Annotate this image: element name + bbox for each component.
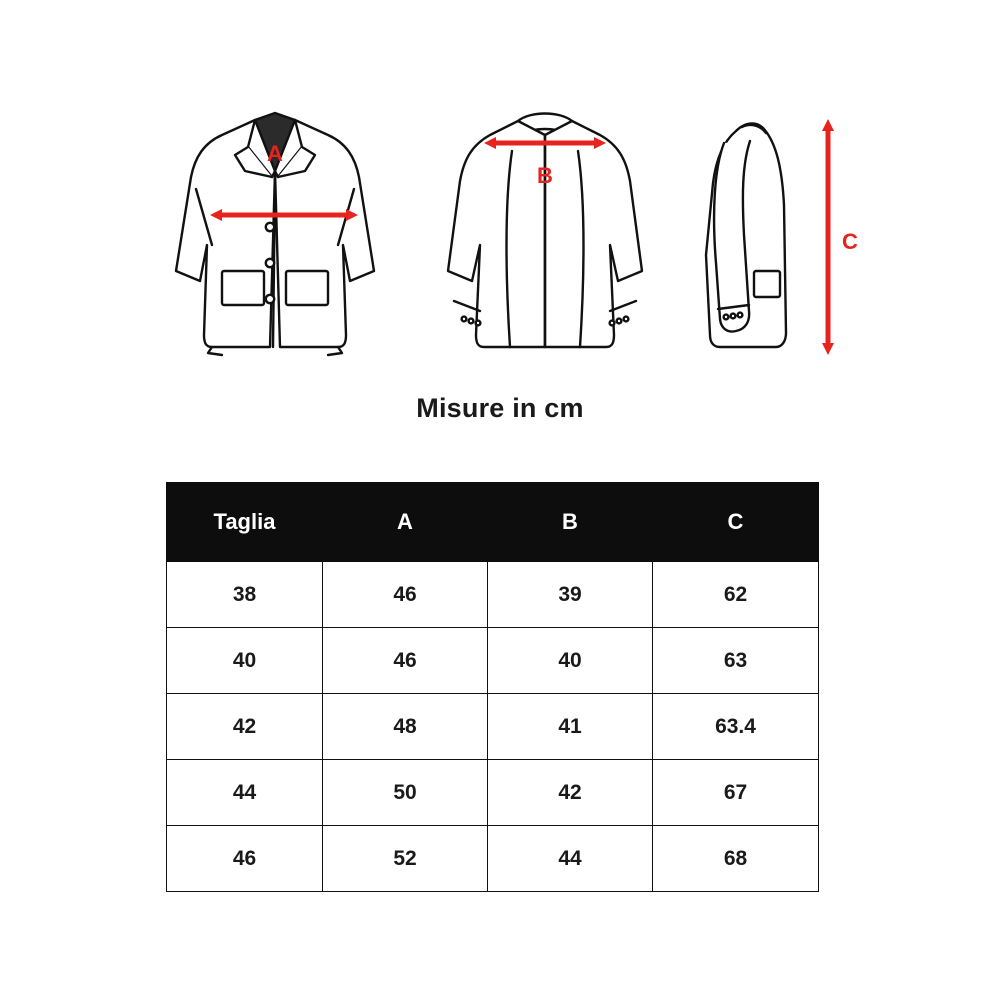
- cell-taglia: 44: [167, 760, 323, 826]
- caption-misure: Misure in cm: [416, 393, 584, 423]
- cell-a: 46: [323, 628, 488, 694]
- table-header-row: [167, 483, 819, 562]
- cell-c: 62: [653, 562, 819, 628]
- measure-label-a: A: [267, 141, 283, 166]
- jacket-side-illustration: [680, 85, 880, 380]
- table-row: [167, 562, 819, 628]
- jacket-illustrations: [0, 85, 1000, 375]
- size-table-wrapper: [166, 482, 818, 892]
- jacket-back-illustration: [440, 85, 650, 380]
- header-b: B: [488, 483, 653, 562]
- header-a: A: [323, 483, 488, 562]
- jacket-front-illustration: [160, 85, 390, 380]
- cell-taglia: 42: [167, 694, 323, 760]
- cell-a: 50: [323, 760, 488, 826]
- table-row: [167, 628, 819, 694]
- header-c: C: [653, 483, 819, 562]
- measure-label-b: B: [537, 163, 553, 188]
- cell-a: 48: [323, 694, 488, 760]
- cell-taglia: 40: [167, 628, 323, 694]
- cell-b: 42: [488, 760, 653, 826]
- cell-c: 68: [653, 826, 819, 892]
- cell-b: 44: [488, 826, 653, 892]
- measure-line-c: [822, 119, 834, 355]
- cell-c: 63: [653, 628, 819, 694]
- cell-taglia: 38: [167, 562, 323, 628]
- cell-a: 46: [323, 562, 488, 628]
- cell-a: 52: [323, 826, 488, 892]
- cell-taglia: 46: [167, 826, 323, 892]
- table-row: [167, 760, 819, 826]
- cell-c: 63.4: [653, 694, 819, 760]
- cell-b: 39: [488, 562, 653, 628]
- cell-b: 40: [488, 628, 653, 694]
- cell-b: 41: [488, 694, 653, 760]
- size-table: [166, 482, 819, 892]
- header-taglia: Taglia: [167, 483, 323, 562]
- table-row: [167, 826, 819, 892]
- table-row: [167, 694, 819, 760]
- cell-c: 67: [653, 760, 819, 826]
- measure-label-c: C: [842, 229, 858, 254]
